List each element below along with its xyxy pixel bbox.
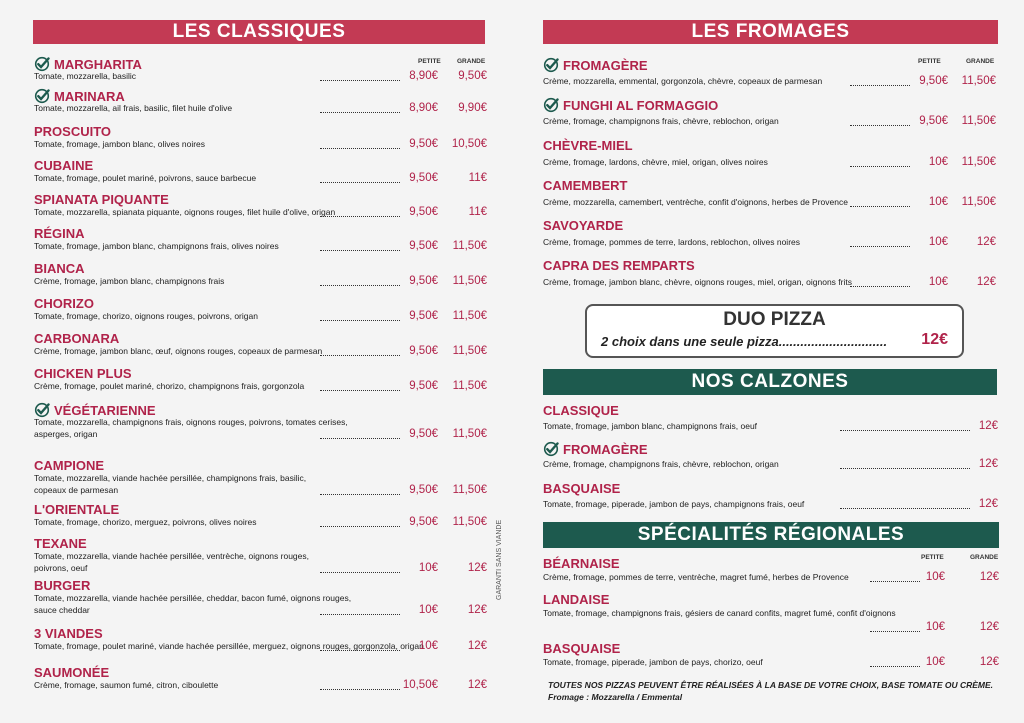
veggie-check-icon [34, 56, 50, 72]
item-name [34, 626, 103, 641]
price-petite: 9,50€ [409, 240, 438, 252]
item-description: Tomate, mozzarella, champignons frais, oignons rouges, poivrons, tomates cerises, [34, 417, 348, 427]
dotted-leader [850, 206, 910, 207]
item-name-text: CHÈVRE-MIEL [543, 138, 633, 153]
item-description: Tomate, fromage, jambon blanc, champignons frais, olives noires [34, 241, 279, 251]
price-petite: 10€ [418, 640, 438, 652]
veggie-check-icon [34, 88, 50, 104]
item-description: Tomate, fromage, chorizo, merguez, poivrons, olives noires [34, 517, 257, 527]
item-name [34, 578, 90, 593]
item-name [34, 296, 94, 311]
price-petite: 9,50€ [409, 206, 438, 218]
dotted-leader [320, 216, 400, 217]
dotted-leader [840, 468, 970, 469]
item-name [543, 403, 619, 418]
price-petite: 10€ [928, 156, 948, 168]
item-description: Crème, mozzarella, camembert, ventrèche, confit d'oignons, herbes de Provence [543, 197, 848, 207]
item-description: Tomate, mozzarella, viande hachée persillée, ventrèche, oignons rouges, [34, 551, 309, 561]
price-grande: 12€ [467, 640, 487, 652]
item-name [543, 218, 623, 233]
price-petite: 9,50€ [919, 75, 948, 87]
dotted-leader [320, 355, 400, 356]
item-description: Tomate, fromage, piperade, jambon de pays, champignons frais, oeuf [543, 499, 805, 509]
dotted-leader [320, 80, 400, 81]
item-name [543, 481, 620, 496]
duo-subtitle: 2 choix dans une seule pizza.............................. [601, 334, 888, 349]
price-grande: 9,50€ [458, 70, 487, 82]
price-grande: 11,50€ [452, 275, 487, 287]
item-name-text: TEXANE [34, 536, 87, 551]
price-grande: 12€ [979, 621, 999, 633]
item-name [34, 665, 109, 680]
item-description: asperges, origan [34, 429, 98, 439]
item-name-text: SAVOYARDE [543, 218, 624, 233]
price-grande: 11€ [468, 206, 487, 218]
price-grande: 9,90€ [458, 102, 487, 114]
item-name-text: VÉGÉTARIENNE [54, 403, 156, 418]
banner-calzones: NOS CALZONES [543, 369, 997, 395]
item-description: Tomate, fromage, champignons frais, gésiers de canard confits, magret fumé, confit d'oignons [543, 608, 896, 618]
footer-cheese: Fromage : Mozzarella / Emmental [548, 692, 683, 702]
item-name [34, 192, 169, 207]
item-name-text: CAPRA DES REMPARTS [543, 258, 695, 273]
dotted-leader [850, 166, 910, 167]
item-description: Tomate, mozzarella, viande hachée persillée, champignons frais, basilic, [34, 473, 307, 483]
price-petite: 9,50€ [409, 275, 438, 287]
price: 12€ [978, 458, 998, 470]
item-name-text: FROMAGÈRE [563, 58, 648, 73]
banner-regionales: SPÉCIALITÉS RÉGIONALES [543, 522, 999, 548]
item-description: Tomate, fromage, poulet mariné, poivrons, sauce barbecue [34, 173, 257, 183]
price-petite: 10€ [925, 571, 945, 583]
size-label-petite: PETITE [921, 554, 944, 561]
price-grande: 12€ [467, 562, 487, 574]
price-petite: 9,50€ [409, 138, 438, 150]
item-name [34, 56, 142, 72]
price-grande: 10,50€ [451, 138, 487, 150]
item-name [34, 402, 156, 418]
item-name: BÉARNAISE [543, 556, 620, 571]
item-name [34, 536, 87, 551]
item-description: Crème, fromage, jambon blanc, œuf, oignons rouges, copeaux de parmesan [34, 346, 323, 356]
price-grande: 11,50€ [961, 75, 996, 87]
dotted-leader [320, 285, 400, 286]
item-name-text: CAMEMBERT [543, 178, 628, 193]
price-petite: 9,50€ [919, 115, 948, 127]
item-name [34, 226, 85, 241]
item-name [543, 138, 633, 153]
item-description: Tomate, mozzarella, ail frais, basilic, filet huile d'olive [34, 103, 233, 113]
size-label-grande: GRANDE [457, 58, 486, 65]
banner-classiques: LES CLASSIQUES [33, 20, 485, 44]
price-grande: 12€ [467, 679, 487, 691]
item-name [34, 88, 125, 104]
price-grande: 12€ [979, 656, 999, 668]
item-name [34, 366, 132, 381]
veggie-check-icon [34, 402, 50, 418]
price-petite: 9,50€ [409, 380, 438, 392]
price-grande: 12€ [467, 604, 487, 616]
dotted-leader [320, 250, 400, 251]
dotted-leader [320, 526, 400, 527]
dotted-leader [870, 581, 920, 582]
item-name-text: SAUMONÉE [34, 665, 110, 680]
item-name [543, 97, 718, 113]
size-label-petite: PETITE [918, 58, 941, 65]
price-grande: 11,50€ [961, 196, 996, 208]
item-name [543, 441, 648, 457]
dotted-leader [840, 508, 970, 509]
price-petite: 10€ [418, 562, 438, 574]
price-petite: 10€ [928, 276, 948, 288]
dotted-leader [320, 494, 400, 495]
size-label-grande: GRANDE [966, 58, 995, 65]
price-grande: 11,50€ [452, 345, 487, 357]
item-name-text: CHORIZO [34, 296, 94, 311]
item-name-text: CHICKEN PLUS [34, 366, 132, 381]
dotted-leader [320, 438, 400, 439]
item-name-text: PROSCUITO [34, 124, 112, 139]
price-grande: 12€ [976, 276, 996, 288]
item-name [34, 158, 93, 173]
item-name-text: L'ORIENTALE [34, 502, 120, 517]
item-description: Tomate, mozzarella, spianata piquante, oignons rouges, filet huile d'olive, origan [34, 207, 336, 217]
duo-title: DUO PIZZA [723, 309, 826, 330]
dotted-leader [320, 689, 400, 690]
dotted-leader [870, 666, 920, 667]
dotted-leader [850, 246, 910, 247]
price-petite: 10,50€ [402, 679, 438, 691]
item-name [34, 124, 111, 139]
price-grande: 11,50€ [961, 115, 996, 127]
price-petite: 9,50€ [409, 345, 438, 357]
price-grande: 11,50€ [452, 380, 487, 392]
price-grande: 12€ [976, 236, 996, 248]
item-name-text: FUNGHI AL FORMAGGIO [563, 98, 719, 113]
price-petite: 10€ [418, 604, 438, 616]
dotted-leader [320, 390, 400, 391]
item-name [543, 57, 648, 73]
price-petite: 9,50€ [409, 310, 438, 322]
item-description: Tomate, fromage, piperade, jambon de pays, chorizo, oeuf [543, 657, 763, 667]
item-description: Tomate, fromage, jambon blanc, champignons frais, oeuf [543, 421, 758, 431]
price-grande: 11,50€ [452, 516, 487, 528]
item-name [543, 258, 695, 273]
price-petite: 10€ [925, 621, 945, 633]
item-description: copeaux de parmesan [34, 485, 119, 495]
dotted-leader [320, 614, 400, 615]
item-name-text: CUBAINE [34, 158, 94, 173]
price-petite: 9,50€ [409, 428, 438, 440]
dotted-leader [850, 85, 910, 86]
item-name-text: RÉGINA [34, 226, 85, 241]
item-name-text: CLASSIQUE [543, 403, 619, 418]
duo-pizza-box [585, 304, 964, 358]
price-petite: 10€ [928, 196, 948, 208]
item-description: Crème, fromage, pommes de terre, lardons, reblochon, olives noires [543, 237, 801, 247]
item-name-text: MARGHARITA [54, 57, 142, 72]
item-name-text: CARBONARA [34, 331, 120, 346]
veggie-check-icon [543, 441, 559, 457]
size-label-petite: PETITE [418, 58, 441, 65]
item-description: Tomate, fromage, poulet mariné, viande hachée persillée, merguez, oignons rouges, gorgonzola, origan [34, 641, 424, 651]
price-grande: 12€ [979, 571, 999, 583]
dotted-leader [850, 286, 910, 287]
item-name [34, 502, 119, 517]
price-grande: 11,50€ [452, 428, 487, 440]
dotted-leader [850, 125, 910, 126]
price-petite: 9,50€ [409, 516, 438, 528]
price-grande: 11,50€ [452, 240, 487, 252]
dotted-leader [320, 182, 400, 183]
item-description: Crème, fromage, saumon fumé, citron, ciboulette [34, 680, 219, 690]
price-petite: 8,90€ [409, 102, 438, 114]
veggie-check-icon [543, 57, 559, 73]
veggie-check-icon [543, 97, 559, 113]
item-description: Crème, fromage, jambon blanc, champignons frais [34, 276, 225, 286]
price: 12€ [978, 420, 998, 432]
price-grande: 11,50€ [452, 310, 487, 322]
item-description: Tomate, mozzarella, viande hachée persillée, cheddar, bacon fumé, oignons rouges, [34, 593, 352, 603]
item-description: Crème, fromage, pommes de terre, ventrèche, magret fumé, herbes de Provence [543, 572, 849, 582]
price-petite: 9,50€ [409, 484, 438, 496]
banner-fromages: LES FROMAGES [543, 20, 998, 44]
dotted-leader [870, 631, 920, 632]
item-description: Crème, fromage, jambon blanc, chèvre, oignons rouges, miel, origan, oignons frits [543, 277, 852, 287]
item-description: Crème, fromage, champignons frais, chèvre, reblochon, origan [543, 459, 779, 469]
item-description: Tomate, fromage, jambon blanc, olives noires [34, 139, 206, 149]
item-name-text: MARINARA [54, 89, 125, 104]
item-name: BASQUAISE [543, 641, 621, 656]
dotted-leader [320, 112, 400, 113]
item-description: Crème, fromage, poulet mariné, chorizo, champignons frais, gorgonzola [34, 381, 305, 391]
footer-note: TOUTES NOS PIZZAS PEUVENT ÊTRE RÉALISÉES À LA BASE DE VOTRE CHOIX, BASE TOMATE OU CRÈME. [548, 680, 994, 690]
price-grande: 11,50€ [452, 484, 487, 496]
dotted-leader [320, 320, 400, 321]
item-description: poivrons, oeuf [34, 563, 88, 573]
vertical-note: GARANTI SANS VIANDE [496, 519, 503, 600]
price-petite: 10€ [925, 656, 945, 668]
duo-price: 12€ [921, 331, 948, 348]
item-description: sauce cheddar [34, 605, 90, 615]
price-petite: 8,90€ [409, 70, 438, 82]
price-petite: 9,50€ [409, 172, 438, 184]
item-description: Tomate, mozzarella, basilic [34, 71, 137, 81]
item-name-text: CAMPIONE [34, 458, 105, 473]
item-name-text: 3 VIANDES [34, 626, 103, 641]
item-name-text: BURGER [34, 578, 91, 593]
item-name [34, 458, 104, 473]
item-name-text: SPIANATA PIQUANTE [34, 192, 169, 207]
size-label-grande: GRANDE [970, 554, 999, 561]
price: 12€ [978, 498, 998, 510]
dotted-leader [320, 572, 400, 573]
item-name [34, 331, 119, 346]
price-grande: 11€ [468, 172, 487, 184]
dotted-leader [320, 148, 400, 149]
item-description: Crème, mozzarella, emmental, gorgonzola, chèvre, copeaux de parmesan [543, 76, 823, 86]
item-name [34, 261, 85, 276]
item-name [543, 178, 628, 193]
item-name: LANDAISE [543, 592, 610, 607]
price-grande: 11,50€ [961, 156, 996, 168]
item-description: Tomate, fromage, chorizo, oignons rouges, poivrons, origan [34, 311, 258, 321]
item-name-text: FROMAGÈRE [563, 442, 648, 457]
item-name-text: BASQUAISE [543, 481, 621, 496]
dotted-leader [320, 650, 400, 651]
item-name-text: BIANCA [34, 261, 85, 276]
price-petite: 10€ [928, 236, 948, 248]
item-description: Crème, fromage, lardons, chèvre, miel, origan, olives noires [543, 157, 768, 167]
item-description: Crème, fromage, champignons frais, chèvre, reblochon, origan [543, 116, 779, 126]
dotted-leader [840, 430, 970, 431]
